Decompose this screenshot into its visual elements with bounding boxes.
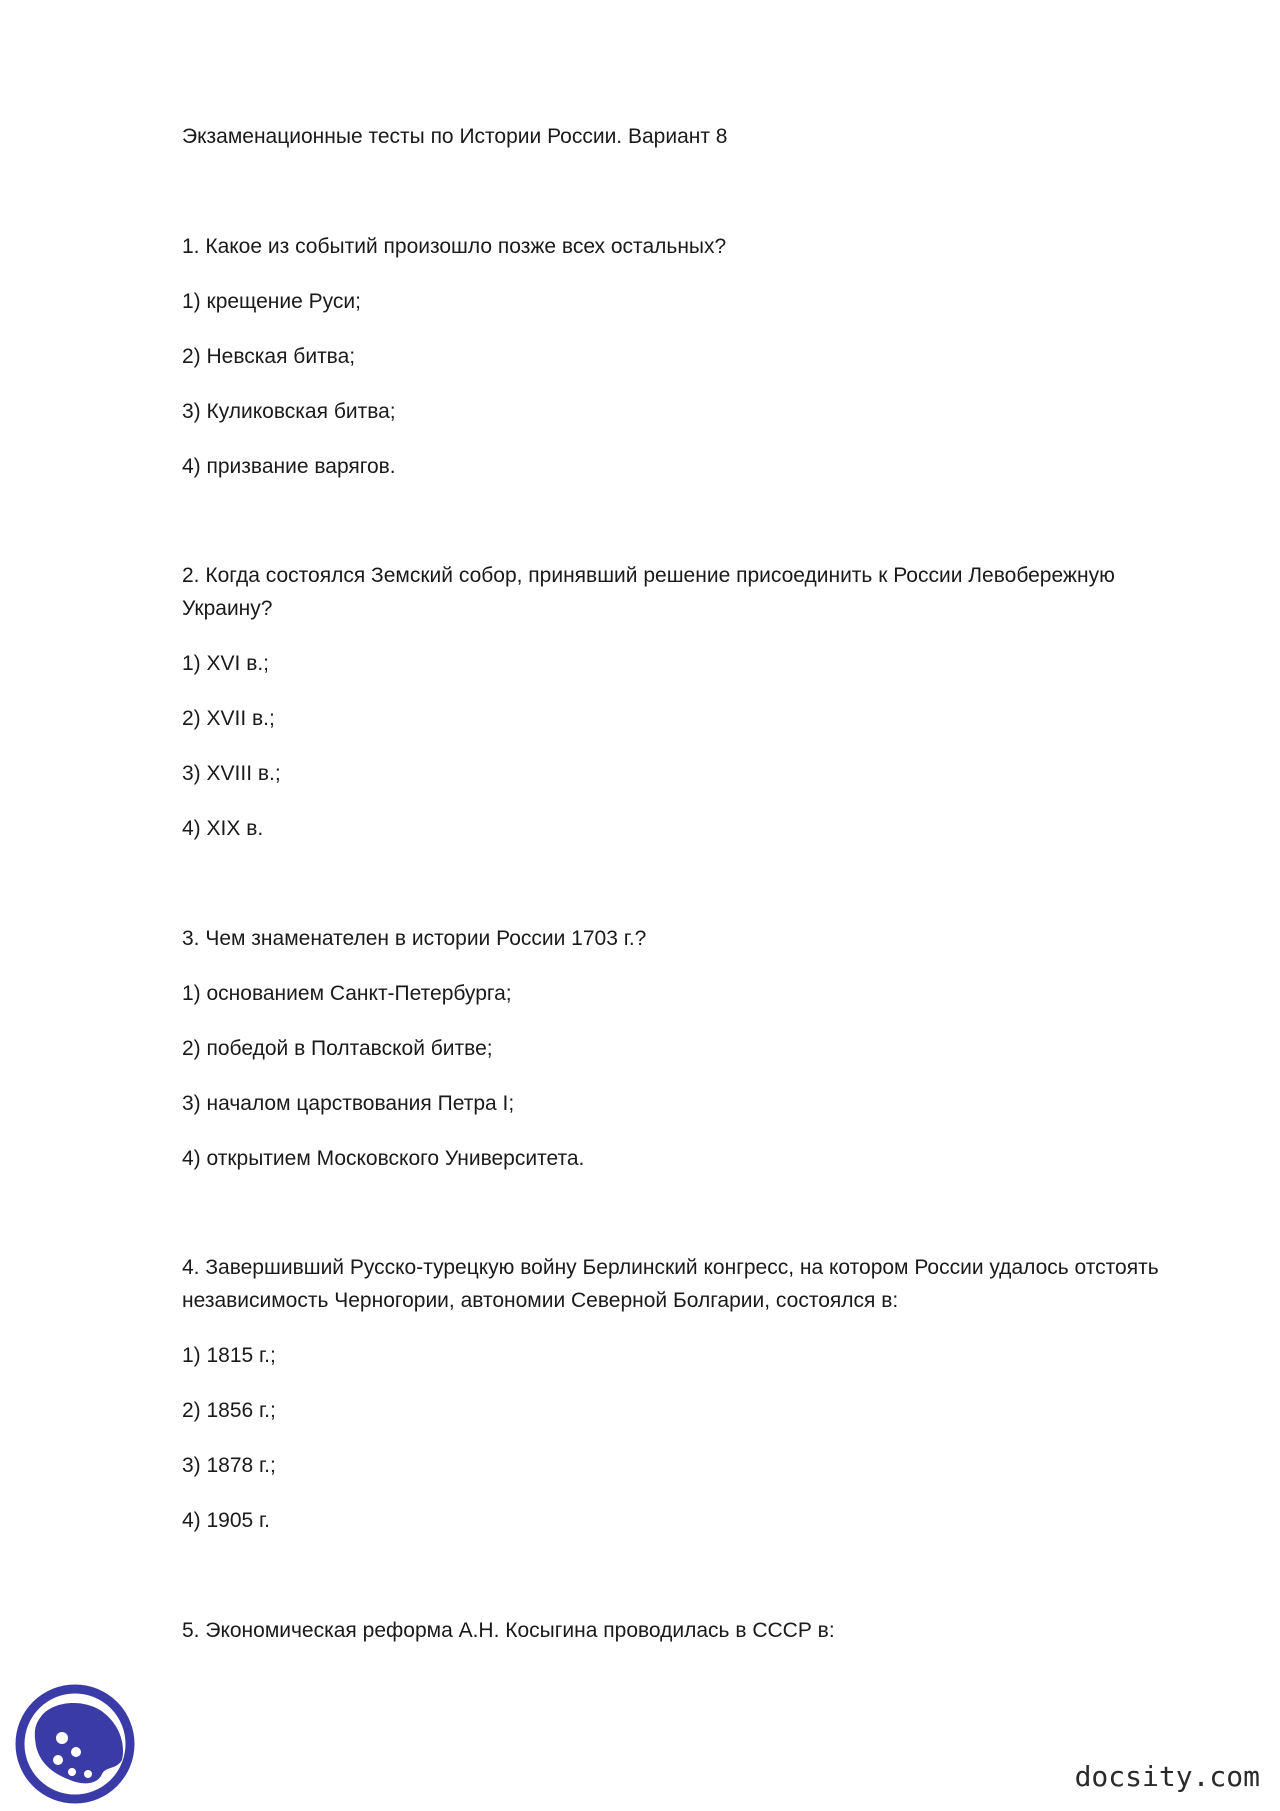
question-5-text: 5. Экономическая реформа А.Н. Косыгина проводилась в СССР в: bbox=[182, 1619, 835, 1642]
question-2-text: 2. Когда состоялся Земский собор, принявший решение присоединить к России Левобережную bbox=[182, 564, 1115, 587]
question-2-option-3: 3) XVIII в.; bbox=[182, 762, 281, 785]
question-3-option-1: 1) основанием Санкт-Петербурга; bbox=[182, 982, 512, 1005]
document-title: Экзаменационные тесты по Истории России. Вариант 8 bbox=[182, 125, 728, 148]
docsity-brand-link[interactable]: docsity.com bbox=[1074, 1760, 1260, 1793]
question-2-option-2: 2) XVII в.; bbox=[182, 707, 275, 730]
question-4-option-2: 2) 1856 г.; bbox=[182, 1399, 276, 1422]
question-2-option-4: 4) XIX в. bbox=[182, 817, 264, 840]
question-1-option-1: 1) крещение Руси; bbox=[182, 290, 361, 313]
question-1-option-4: 4) призвание варягов. bbox=[182, 455, 396, 478]
question-4-text-cont: независимость Черногории, автономии Северной Болгарии, состоялся в: bbox=[182, 1289, 899, 1312]
question-1-option-3: 3) Куликовская битва; bbox=[182, 400, 396, 423]
question-4-option-3: 3) 1878 г.; bbox=[182, 1454, 276, 1477]
question-1-option-2: 2) Невская битва; bbox=[182, 345, 356, 368]
question-2-text-cont: Украину? bbox=[182, 597, 273, 620]
docsity-logo-icon[interactable] bbox=[10, 1680, 140, 1805]
question-3-option-2: 2) победой в Полтавской битве; bbox=[182, 1037, 493, 1060]
question-3-option-3: 3) началом царствования Петра I; bbox=[182, 1092, 515, 1115]
question-2-option-1: 1) XVI в.; bbox=[182, 652, 270, 675]
question-3-option-4: 4) открытием Московского Университета. bbox=[182, 1147, 585, 1170]
question-4-option-1: 1) 1815 г.; bbox=[182, 1344, 276, 1367]
question-4-option-4: 4) 1905 г. bbox=[182, 1509, 270, 1532]
question-4-text: 4. Завершивший Русско-турецкую войну Берлинский конгресс, на котором России удалось отстоять bbox=[182, 1256, 1159, 1279]
question-3-text: 3. Чем знаменателен в истории России 1703 г.? bbox=[182, 927, 647, 950]
question-1-text: 1. Какое из событий произошло позже всех остальных? bbox=[182, 235, 727, 258]
